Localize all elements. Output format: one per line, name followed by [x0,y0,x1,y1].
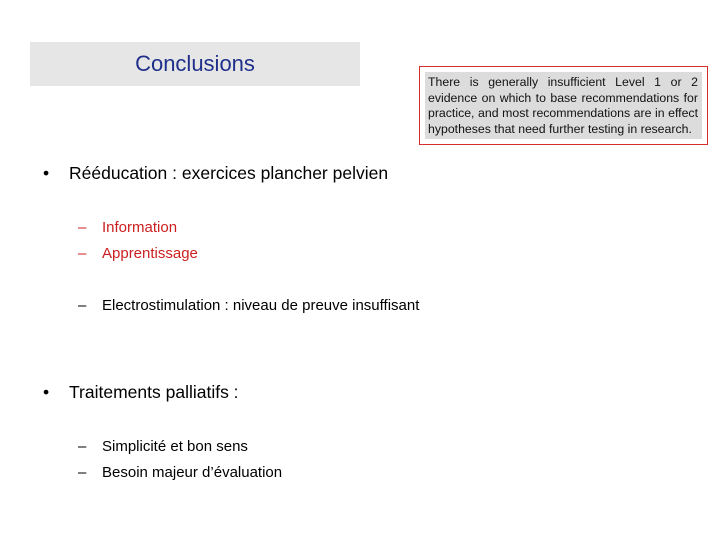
sub-item-simplicite [78,438,248,455]
sub-marker: – [78,464,87,481]
sub-item-information [78,219,177,236]
quote-box [419,66,708,145]
sub-item-apprentissage [78,245,198,262]
bullet-marker: • [43,163,50,183]
bullet-item-reeducation [43,163,388,184]
quote-text: There is generally insufficient Level 1 or 2 evidence on which to base recommendations for practice, and most recommendations are in effect hypotheses that need further testing in research. [425,72,702,139]
sub-item-electrostimulation [78,297,419,314]
sub-marker: – [78,219,87,236]
sub-marker: – [78,245,87,262]
sub-text: Information [102,219,178,236]
sub-text: Electrostimulation : niveau de preuve insuffisant [102,297,420,314]
bullet-text: Rééducation : exercices plancher pelvien [69,163,389,183]
sub-marker: – [78,297,87,314]
sub-marker: – [78,438,87,455]
sub-text: Besoin majeur d’évaluation [102,464,283,481]
slide-title: Conclusions [135,51,255,76]
bullet-text: Traitements palliatifs : [69,382,239,402]
bullet-marker: • [43,382,50,402]
sub-text: Apprentissage [102,245,198,262]
bullet-item-traitements [43,382,239,403]
sub-text: Simplicité et bon sens [102,438,248,455]
sub-item-besoin [78,464,282,481]
title-banner [30,42,360,86]
